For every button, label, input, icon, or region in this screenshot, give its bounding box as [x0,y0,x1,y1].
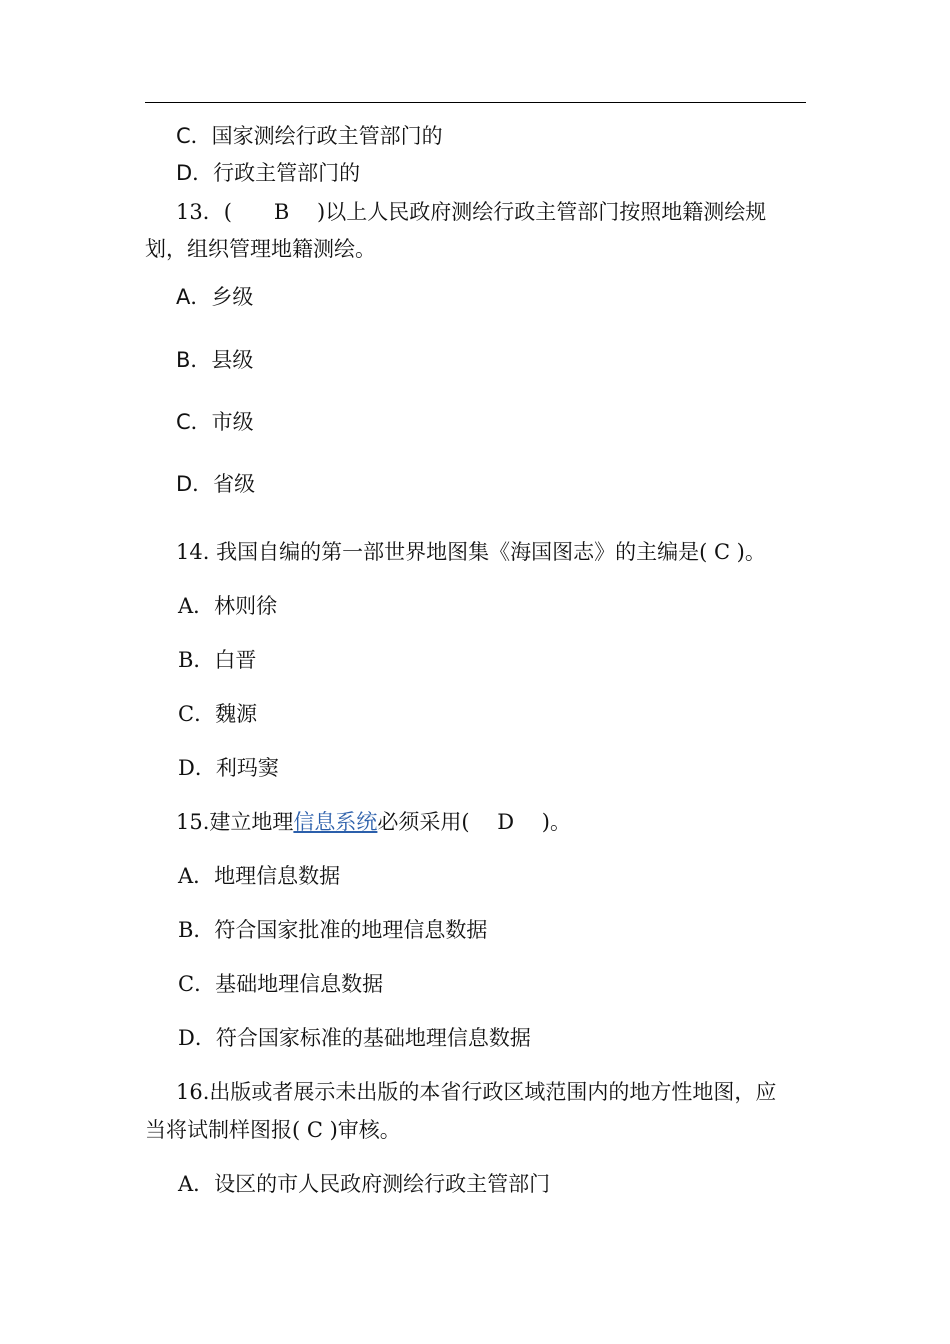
q13-stem-line2: 划，组织管理地籍测绘。 [145,237,376,261]
q15-stem [176,808,571,836]
q16-stem-line1: 16.出版或者展示未出版的本省行政区域范围内的地方性地图，应 [176,1080,777,1104]
q13-stem-line1: 13．( B )以上人民政府测绘行政主管部门按照地籍测绘规 [176,200,767,224]
q15-option-b: B．符合国家批准的地理信息数据 [178,918,488,942]
q14-option-c: C．魏源 [178,702,258,726]
q12-option-d: D．行政主管部门的 [176,161,361,185]
q14-option-b: B．白晋 [178,648,257,672]
q13-option-d: D．省级 [176,472,256,496]
q12-option-c: C．国家测绘行政主管部门的 [176,124,443,148]
q16-stem-line2: 当将试制样图报( C )审核。 [145,1118,401,1142]
q15-option-d: D．符合国家标准的基础地理信息数据 [178,1026,531,1050]
q15-option-a: A．地理信息数据 [178,864,341,888]
q14-option-a: A．林则徐 [178,594,278,618]
q13-option-a: A．乡级 [176,285,254,309]
q15-stem-after: 必须采用( D )。 [377,810,571,834]
q15-option-c: C．基础地理信息数据 [178,972,384,996]
q14-option-d: D．利玛窦 [178,756,279,780]
q13-option-b: B．县级 [176,348,254,372]
q14-stem: 14. 我国自编的第一部世界地图集《海国图志》的主编是( C )。 [176,540,766,564]
q16-option-a: A．设区的市人民政府测绘行政主管部门 [178,1172,551,1196]
header-rule [145,102,806,103]
q15-stem-before: 15.建立地理 [176,810,294,834]
q13-option-c: C．市级 [176,410,254,434]
info-system-link[interactable]: 信息系统 [293,810,378,834]
